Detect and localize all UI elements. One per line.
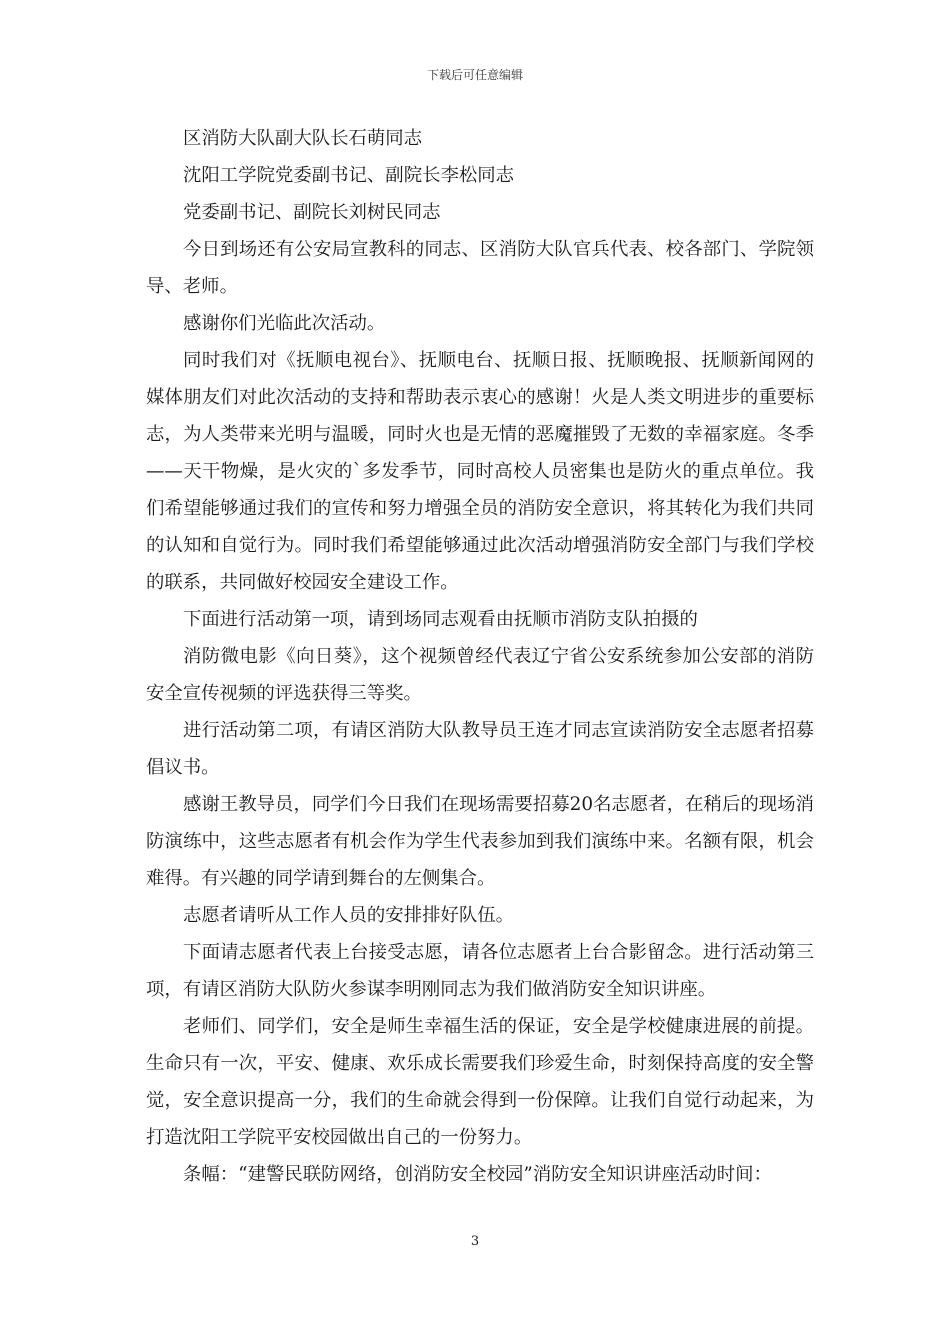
page-number: 3 [470, 1234, 480, 1249]
paragraph: 感谢王教导员，同学们今日我们在现场需要招募20名志愿者，在稍后的现场消防演练中，这些志愿者有机会作为学生代表参加到我们演练中来。名额有限，机会难得。有兴趣的同学请到舞台的左侧集合。 [146, 794, 814, 889]
paragraph: 同时我们对《抚顺电视台》、抚顺电台、抚顺日报、抚顺晚报、抚顺新闻网的媒体朋友们对此次活动的支持和帮助表示衷心的感谢！火是人类文明进步的重要标志，为人类带来光明与温暖，同时火也是无情的恶魔摧毁了无数的幸福家庭。冬季——天干物燥，是火灾的`多发季节，同时高校人员密集也是防火的重点单位。我们希望能够通过我们的宣传和努力增强全员的消防安全意识，将其转化为我们共同的认知和自觉行为。同时我们希望能够通过此次活动增强消防安全部门与我们学校的联系，共同做好校园安全建设工作。 [146, 350, 814, 593]
paragraph: 党委副书记、副院长刘树民同志 [183, 202, 441, 223]
paragraph: 消防微电影《向日葵》，这个视频曾经代表辽宁省公安系统参加公安部的消防安全宣传视频的评选获得三等奖。 [146, 646, 814, 704]
paragraph: 老师们、同学们，安全是师生幸福生活的保证，安全是学校健康进展的前提。生命只有一次，平安、健康、欢乐成长需要我们珍爱生命，时刻保持高度的安全警觉，安全意识提高一分，我们的生命就会得到一份保障。让我们自觉行动起来，为打造沈阳工学院平安校园做出自己的一份努力。 [146, 1016, 814, 1148]
paragraph: 今日到场还有公安局宣教科的同志、区消防大队官兵代表、校各部门、学院领导、老师。 [146, 239, 814, 297]
paragraph: 进行活动第二项，有请区消防大队教导员王连才同志宣读消防安全志愿者招募倡议书。 [146, 720, 814, 778]
paragraph: 志愿者请听从工作人员的安排排好队伍。 [183, 905, 515, 926]
paragraph: 区消防大队副大队长石萌同志 [183, 128, 423, 149]
paragraph: 下面请志愿者代表上台接受志愿，请各位志愿者上台合影留念。进行活动第三项，有请区消防大队防火参谋李明刚同志为我们做消防安全知识讲座。 [146, 942, 814, 1000]
paragraph: 下面进行活动第一项，请到场同志观看由抚顺市消防支队拍摄的 [183, 609, 698, 630]
document-body [146, 120, 814, 1193]
paragraph: 沈阳工学院党委副书记、副院长李松同志 [183, 165, 515, 186]
page-header: 下载后可任意编辑 [426, 68, 523, 82]
paragraph: 感谢你们光临此次活动。 [183, 313, 386, 334]
paragraph: 条幅：“建警民联防网络，创消防安全校园”消防安全知识讲座活动时间： [183, 1164, 772, 1185]
